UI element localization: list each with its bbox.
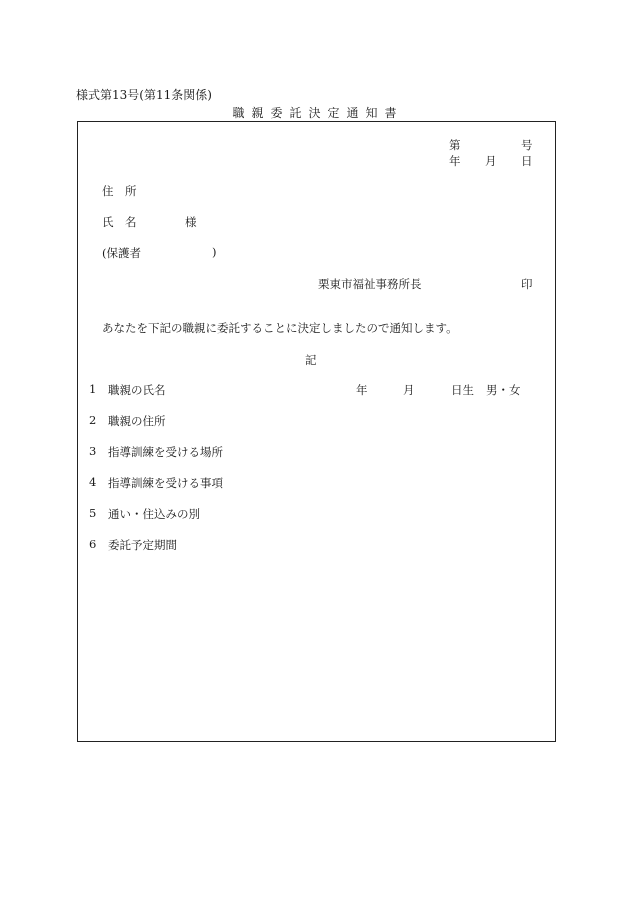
- item-number: 4: [89, 475, 97, 489]
- guardian-close: ): [212, 245, 217, 259]
- item-label-planned-period: 委託予定期間: [108, 538, 177, 552]
- number-suffix: 号: [521, 138, 533, 152]
- date-day: 日: [521, 154, 533, 168]
- item-number: 5: [89, 506, 97, 520]
- name-label-2: 名: [125, 215, 137, 229]
- date-month: 月: [485, 154, 497, 168]
- birth-year: 年: [356, 383, 368, 397]
- item-label-caretaker-address: 職親の住所: [108, 414, 166, 428]
- form-number-label: 様式第13号(第11条関係): [76, 88, 212, 102]
- item-number: 3: [89, 444, 97, 458]
- item-label-caretaker-name: 職親の氏名: [108, 383, 166, 397]
- name-label-1: 氏: [102, 215, 114, 229]
- item-number: 1: [89, 382, 97, 396]
- address-label-1: 住: [102, 184, 114, 198]
- sex-choice: 男・女: [486, 383, 521, 397]
- seal-mark: 印: [521, 277, 533, 291]
- notice-body-text: あなたを下記の職親に委託することに決定しましたので通知します。: [102, 321, 458, 335]
- item-label-training-matters: 指導訓練を受ける事項: [108, 476, 223, 490]
- issuer-name: 栗東市福祉事務所長: [318, 277, 422, 291]
- date-year: 年: [449, 154, 461, 168]
- birth-day: 日生: [451, 383, 474, 397]
- birth-month: 月: [403, 383, 415, 397]
- item-number: 2: [89, 413, 97, 427]
- form-frame: [77, 121, 556, 742]
- honorific-sama: 様: [185, 215, 197, 229]
- address-label-2: 所: [125, 184, 137, 198]
- item-number: 6: [89, 537, 97, 551]
- number-prefix: 第: [449, 138, 461, 152]
- item-label-training-place: 指導訓練を受ける場所: [108, 445, 223, 459]
- item-label-commute-or-live-in: 通い・住込みの別: [108, 507, 200, 521]
- ki-heading: 記: [305, 353, 317, 367]
- guardian-label: (保護者: [102, 246, 141, 260]
- document-title: 職親委託決定通知書: [232, 106, 404, 120]
